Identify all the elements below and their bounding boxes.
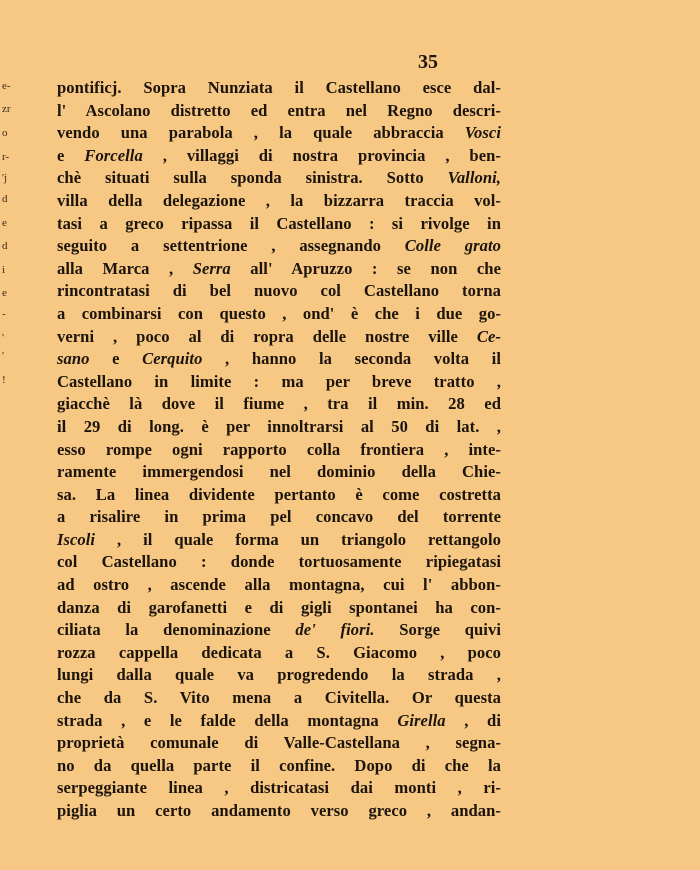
gutter-mark: e [2, 287, 7, 299]
text-span: giacchè là dove il fiume , tra il min. 28 ed [57, 394, 501, 414]
text-line [57, 664, 501, 687]
italic-span: Girella [397, 710, 446, 730]
text-line [57, 280, 501, 303]
text-span: danza di garofanetti e di gigli spontanei ha con- [57, 597, 501, 617]
text-line [57, 732, 501, 755]
text-line [57, 642, 501, 665]
text-span: rozza cappella dedicata a S. Giacomo , poco [57, 642, 501, 662]
gutter-mark: zr [2, 103, 11, 115]
text-span: pontificj. Sopra Nunziata il Castellano esce dal- [57, 78, 501, 97]
text-span: sa. La linea dividente pertanto è come costretta [57, 484, 501, 504]
text-line [57, 619, 501, 642]
text-span: vendo una parabola , la quale abbraccia [57, 123, 465, 143]
text-span: , villaggi di nostra provincia , ben- [142, 145, 501, 165]
text-span: , il quale forma un triangolo rettangolo [95, 529, 501, 549]
text-span: Castellano in limite : ma per breve tratto , [57, 371, 501, 391]
text-span: tasi a greco ripassa il Castellano : si rivolge in [57, 213, 501, 233]
text-span: che da S. Vito mena a Civitella. Or questa [57, 688, 501, 708]
text-span: l' Ascolano distretto ed entra nel Regno descri- [57, 100, 501, 120]
italic-span: de' fiori. [295, 620, 375, 640]
text-span: proprietà comunale di Valle-Castellana , segna- [57, 733, 501, 753]
italic-span: Iscoli [57, 529, 96, 549]
text-line [57, 484, 501, 507]
text-span: seguito a settentrione , assegnando [57, 236, 405, 256]
text-line [57, 77, 501, 100]
text-line [57, 167, 501, 190]
text-line [57, 122, 501, 145]
text-span: no da quella parte il confine. Dopo di che la [57, 755, 501, 775]
text-line [57, 100, 501, 123]
gutter-mark: 'j [2, 172, 8, 184]
text-line [57, 710, 501, 733]
text-line [57, 145, 501, 168]
text-span: verni , poco al di ropra delle nostre ville [57, 326, 477, 346]
text-line [57, 416, 501, 439]
gutter-mark: r- [2, 151, 10, 163]
text-span: serpeggiante linea , districatasi dai monti , ri- [57, 778, 501, 798]
text-line [57, 800, 501, 823]
text-span: ciliata la denominazione [57, 620, 296, 640]
text-line [57, 439, 501, 462]
text-line [57, 755, 501, 778]
gutter-mark: ! [2, 374, 6, 386]
body-text [57, 77, 501, 823]
italic-span: Valloni, [447, 168, 501, 188]
text-span: lungi dalla quale va progredendo la strada , [57, 665, 501, 685]
gutter-mark: e- [2, 80, 11, 92]
text-span: ad ostro , ascende alla montagna, cui l' abbon- [57, 575, 501, 595]
text-span: piglia un certo andamento verso greco , andan- [57, 801, 501, 820]
text-span: alla Marca , [57, 258, 193, 278]
text-span: e [57, 145, 85, 165]
text-line [57, 529, 501, 552]
text-line [57, 213, 501, 236]
text-span: , hanno la seconda volta il [202, 349, 501, 369]
text-line [57, 461, 501, 484]
text-span: esso rompe ogni rapporto colla frontiera , inte- [57, 439, 501, 459]
text-span: a combinarsi con questo , ond' è che i due go- [57, 303, 501, 323]
text-span: , di [445, 710, 501, 730]
italic-span: Cerquito [142, 349, 203, 369]
gutter-mark: d [2, 240, 8, 252]
gutter-mark: - [2, 308, 6, 320]
text-span: ramente immergendosi nel dominio della Chie- [57, 462, 501, 482]
text-line [57, 190, 501, 213]
gutter-mark: d [2, 193, 8, 205]
text-line [57, 506, 501, 529]
gutter-mark: e [2, 217, 7, 229]
text-span: chè situati sulla sponda sinistra. Sotto [57, 168, 448, 188]
italic-span: Vosci [464, 123, 501, 143]
text-span: rincontratasi di bel nuovo col Castellano torna [57, 281, 501, 301]
text-line [57, 326, 501, 349]
text-line [57, 574, 501, 597]
text-line [57, 258, 501, 281]
text-span: Sorge quivi [374, 620, 501, 640]
gutter-mark: i [2, 264, 6, 276]
text-span: a risalire in prima pel concavo del torrente [57, 507, 501, 527]
text-span: col Castellano : donde tortuosamente ripiegatasi [57, 552, 501, 572]
gutter-mark: ' [2, 332, 4, 344]
italic-span: Serra [192, 258, 231, 278]
gutter-mark: o [2, 127, 8, 139]
italic-span: Colle grato [404, 236, 501, 256]
text-line [57, 777, 501, 800]
text-line [57, 393, 501, 416]
text-span: strada , e le falde della montagna [57, 710, 398, 730]
gutter-mark: ' [2, 350, 4, 362]
text-line [57, 371, 501, 394]
text-line [57, 551, 501, 574]
italic-span: sano [57, 349, 90, 369]
text-line [57, 303, 501, 326]
text-span: il 29 di long. è per innoltrarsi al 50 di lat. , [57, 416, 501, 436]
text-line [57, 687, 501, 710]
text-span: villa della delegazione , la bizzarra traccia vol- [57, 190, 501, 210]
page-number: 35 [418, 51, 438, 73]
italic-span: Ce- [476, 326, 501, 346]
text-line [57, 597, 501, 620]
text-line [57, 348, 501, 371]
italic-span: Forcella [84, 145, 143, 165]
text-span: all' Apruzzo : se non che [230, 258, 502, 278]
text-span: e [89, 349, 143, 369]
text-line [57, 235, 501, 258]
